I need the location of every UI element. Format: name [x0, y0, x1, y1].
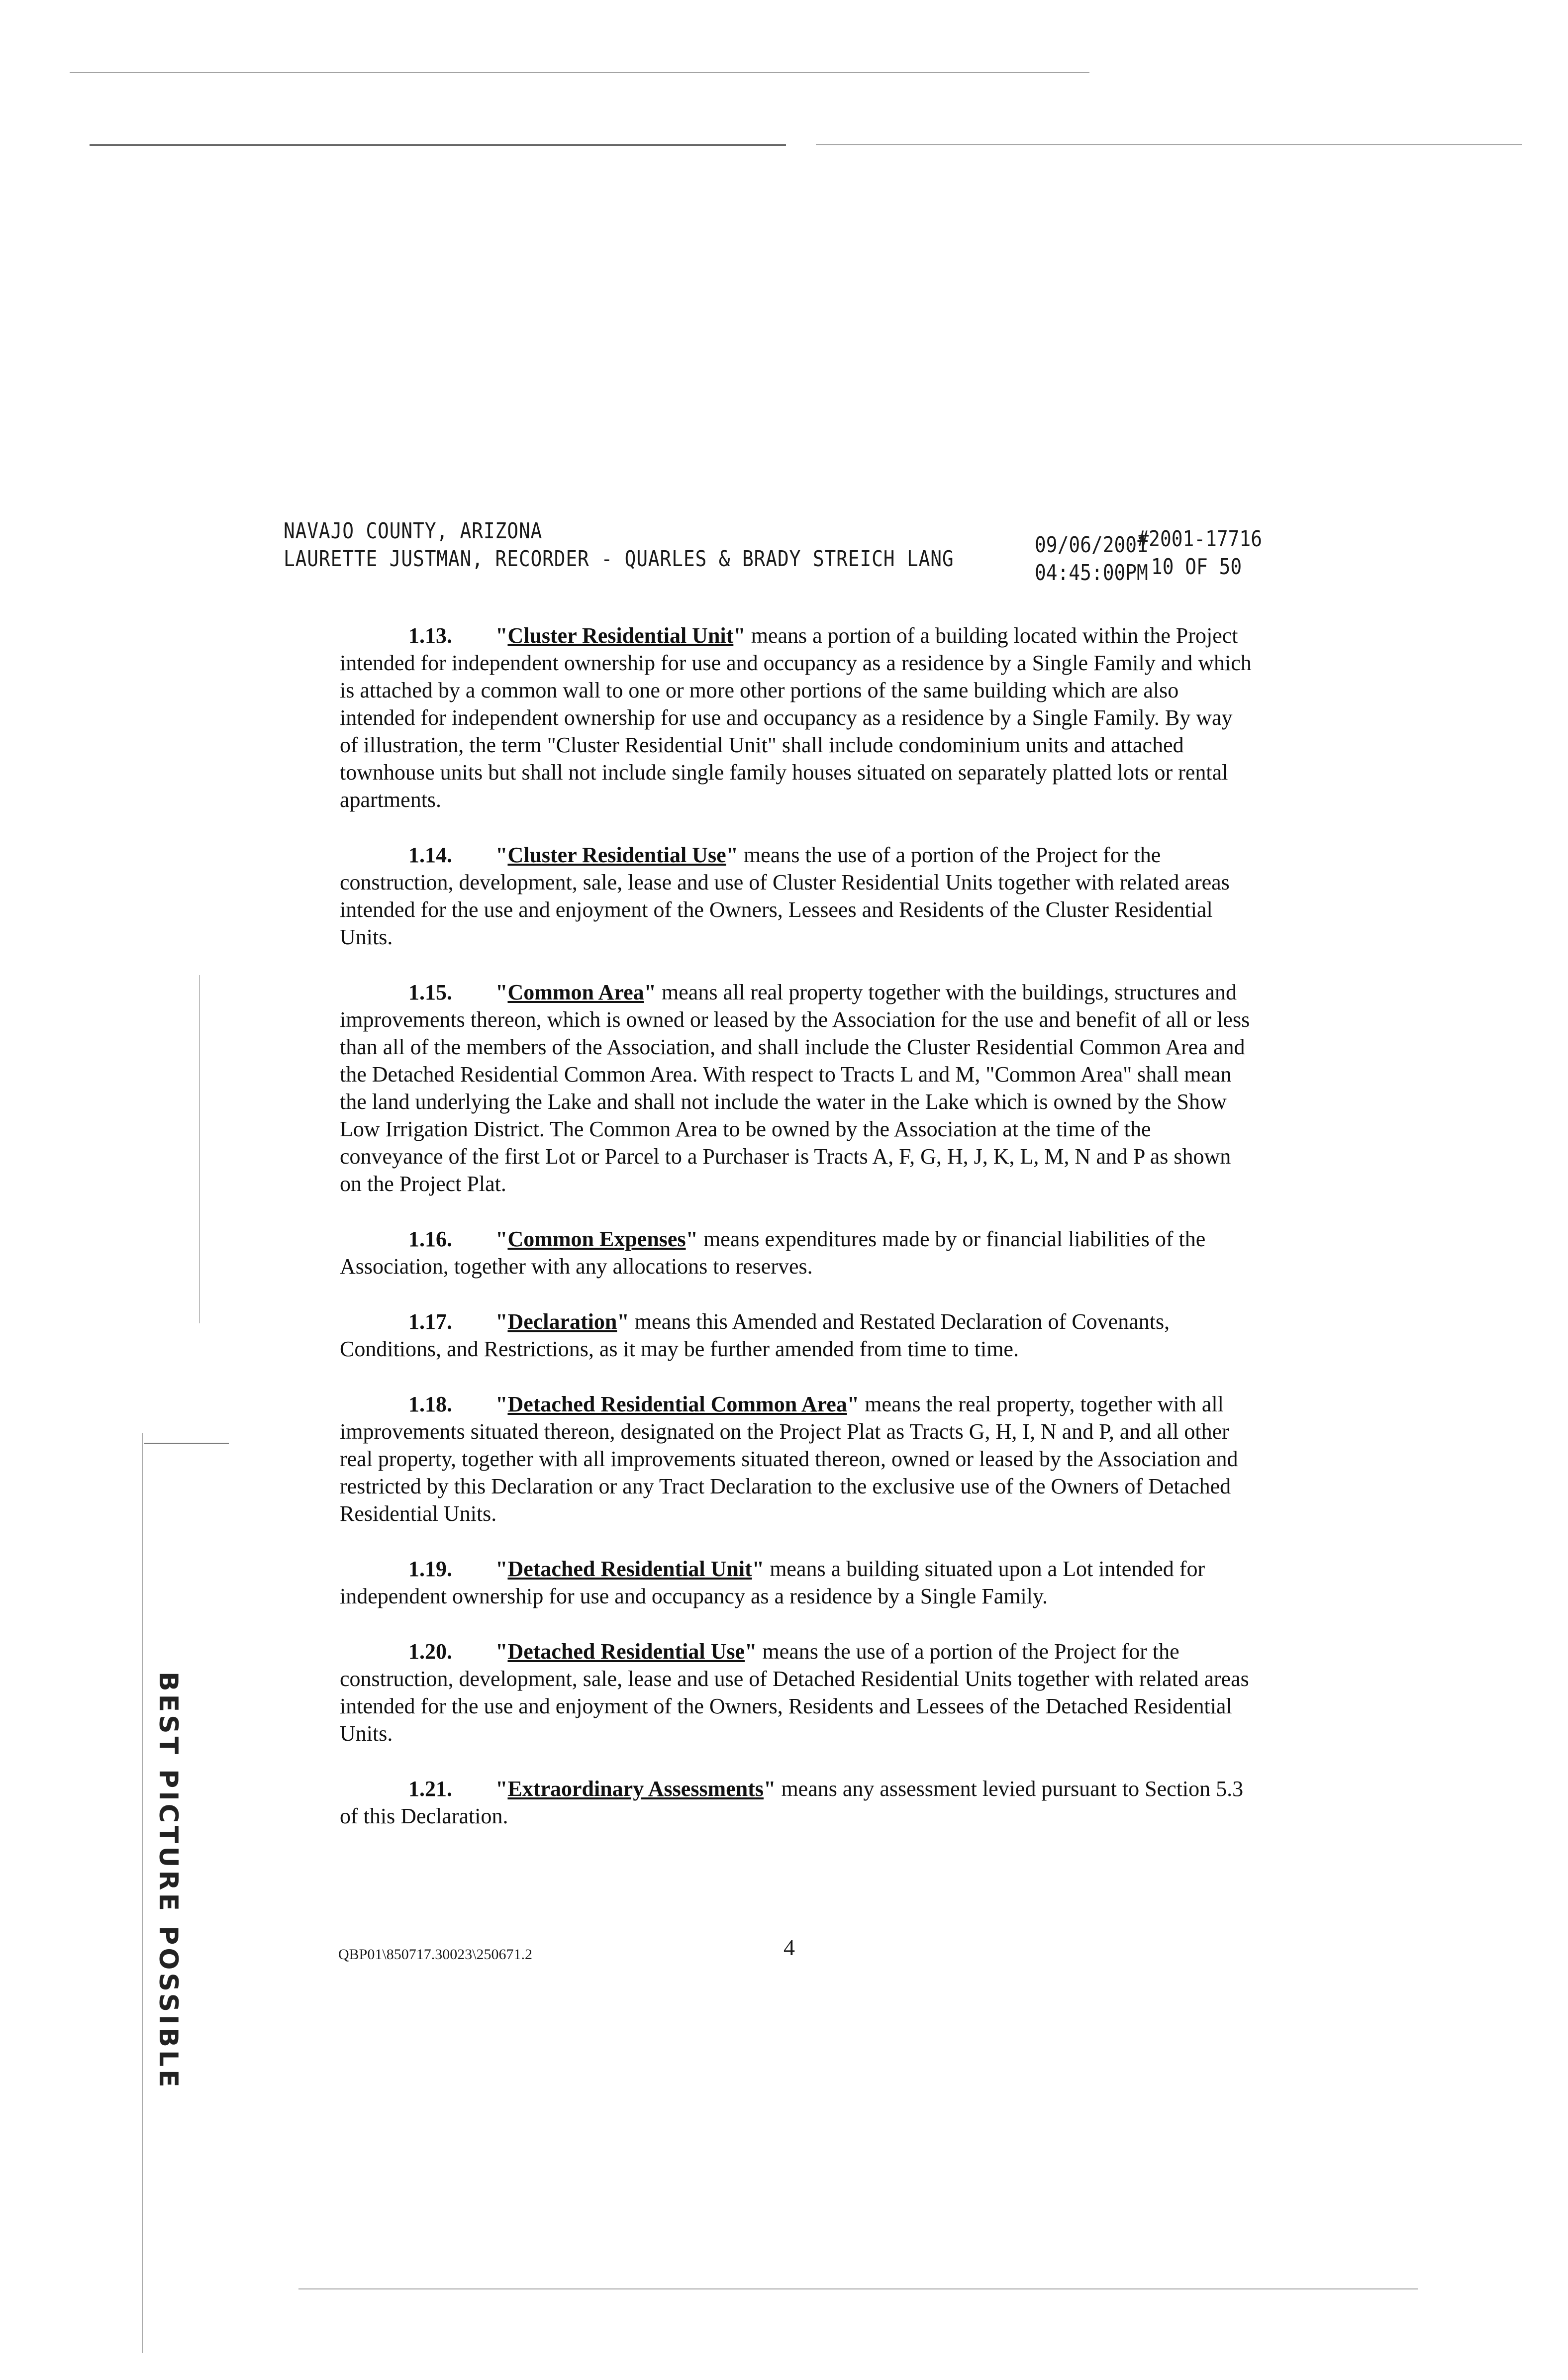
page-of: 10 OF 50 — [1151, 554, 1242, 580]
section-number: 1.19. — [408, 1557, 452, 1581]
definition-paragraph — [340, 1775, 1255, 1830]
recording-date: 09/06/2001 — [1035, 532, 1148, 558]
recorder-line: LAURETTE JUSTMAN, RECORDER - QUARLES & BRADY STREICH LANG — [284, 546, 954, 572]
recorder-header — [284, 517, 954, 573]
document-code: QBP01\850717.30023\250671.2 — [338, 1946, 533, 1963]
section-number: 1.13. — [408, 623, 452, 648]
definition-text: means a building situated upon a Lot intended for independent ownership for use and occupancy as a residence by a Single Family. — [340, 1557, 1205, 1608]
definition-text: means the use of a portion of the Project for the construction, development, sale, lease and use of Cluster Residential Units together with related areas intended for the use and enjoyment of the Owners, Lessees and Residents of the Cluster Residential Units. — [340, 843, 1230, 949]
instrument-number: #2001-17716 — [1137, 526, 1263, 552]
definition-text: means the real property, together with all improvements situated thereon, designated on the Project Plat as Tracts G, H, I, N and P, and all other real property, together with all improvements situated thereon, owned or leased by the Association and restricted by this Declaration or any Tract Declaration to the exclusive use of the Owners of Detached Residential Units. — [340, 1392, 1238, 1526]
defined-term: "Common Expenses" — [495, 1227, 698, 1251]
definition-text: means a portion of a building located within the Project intended for independent ownership for use and occupancy as a residence by a Single Family and which is attached by a common wall to one or more other portions of the same building which are also intended for independent ownership for use and occupancy as a residence by a Single Family. By way of illustration, the term "Cluster Residential Unit" shall include condominium units and attached townhouse units but shall not include single family houses situated on separately platted lots or rental apartments. — [340, 623, 1252, 812]
definition-text: means the use of a portion of the Project for the construction, development, sale, lease and use of Detached Residential Units together with related areas intended for the use and enjoyment of the Owners, Residents and Lessees of the Detached Residential Units. — [340, 1639, 1249, 1746]
definition-paragraph — [340, 1225, 1255, 1280]
definition-paragraph — [340, 841, 1255, 951]
recording-time: 04:45:00PM — [1035, 560, 1148, 586]
scan-artifact-hook — [144, 1443, 229, 1444]
scan-artifact-top-3 — [816, 144, 1522, 145]
defined-term: "Extraordinary Assessments" — [495, 1777, 776, 1801]
definition-paragraph — [340, 1308, 1255, 1363]
section-number: 1.14. — [408, 843, 452, 867]
defined-term: "Cluster Residential Unit" — [495, 623, 746, 648]
definition-text: means any assessment levied pursuant to Section 5.3 of this Declaration. — [340, 1777, 1244, 1828]
definition-text: means expenditures made by or financial liabilities of the Association, together with any allocations to reserves. — [340, 1227, 1206, 1279]
scan-artifact-left-vertical-2 — [142, 1433, 143, 2353]
defined-term: "Detached Residential Use" — [495, 1639, 757, 1664]
defined-term: "Detached Residential Common Area" — [495, 1392, 860, 1416]
document-body — [340, 622, 1255, 1858]
definition-paragraph — [340, 1555, 1255, 1610]
definition-text: means this Amended and Restated Declaration of Covenants, Conditions, and Restrictions, as it may be further amended from time to time. — [340, 1309, 1170, 1361]
defined-term: "Declaration" — [495, 1309, 629, 1334]
scan-artifact-bottom — [298, 2288, 1418, 2289]
scan-artifact-left-vertical — [199, 975, 200, 1323]
section-number: 1.17. — [408, 1309, 452, 1334]
stamp-text: BEST PICTURE POSSIBLE — [153, 1672, 183, 2090]
definition-paragraph — [340, 1638, 1255, 1747]
definition-paragraph — [340, 1390, 1255, 1527]
defined-term: "Cluster Residential Use" — [495, 843, 739, 867]
section-number: 1.15. — [408, 980, 452, 1004]
scan-artifact-top-2 — [90, 144, 786, 146]
definition-paragraph — [340, 622, 1255, 813]
section-number: 1.16. — [408, 1227, 452, 1251]
recorder-stamp — [1035, 526, 1263, 587]
section-number: 1.20. — [408, 1639, 452, 1664]
section-number: 1.21. — [408, 1777, 452, 1801]
section-number: 1.18. — [408, 1392, 452, 1416]
definition-text: means all real property together with the buildings, structures and improvements thereon, which is owned or leased by the Association for the use and benefit of all or less than all of the members of the Association, and shall include the Cluster Residential Common Area and the Detached Residential Common Area. With respect to Tracts L and M, "Common Area" shall mean the land underlying the Lake and shall not include the water in the Lake which is owned by the Show Low Irrigation District. The Common Area to be owned by the Association at the time of the conveyance of the first Lot or Parcel to a Purchaser is Tracts A, F, G, H, J, K, L, M, N and P as shown on the Project Plat. — [340, 980, 1250, 1196]
defined-term: "Detached Residential Unit" — [495, 1557, 765, 1581]
defined-term: "Common Area" — [495, 980, 657, 1004]
recorder-county: NAVAJO COUNTY, ARIZONA — [284, 518, 543, 544]
recording-instrument-block — [1137, 525, 1262, 581]
definition-paragraph — [340, 979, 1255, 1197]
best-picture-stamp — [154, 1672, 184, 2159]
page-number: 4 — [784, 1935, 795, 1960]
scan-artifact-top-1 — [70, 72, 1089, 73]
